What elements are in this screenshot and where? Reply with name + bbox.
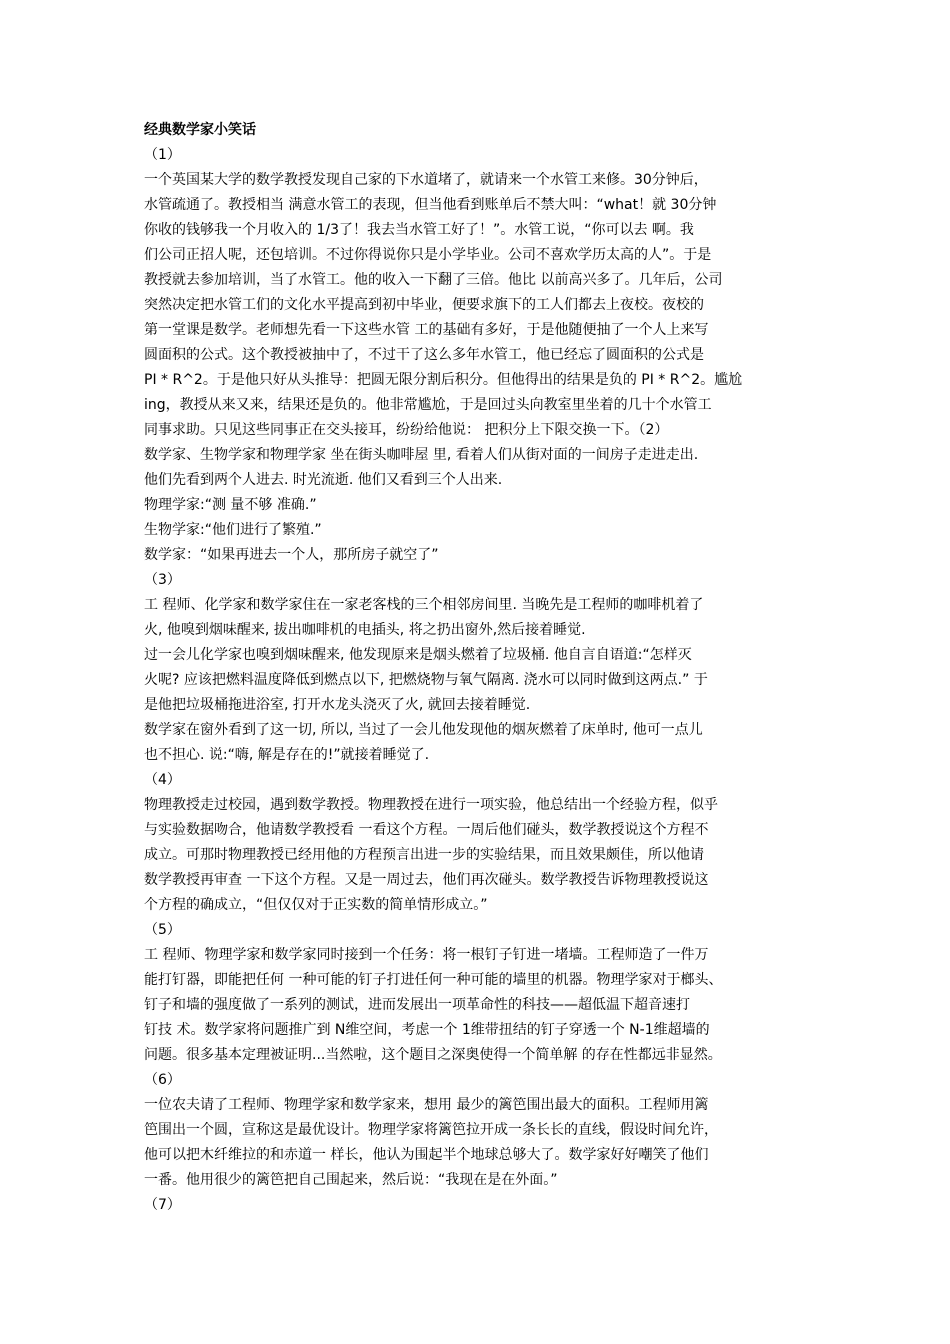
document-body xyxy=(144,143,812,1218)
text-line: 教授就去参加培训，当了水管工。他的收入一下翻了三倍。他比 以前高兴多了。几年后，公司 xyxy=(144,272,723,288)
text-line: （3） xyxy=(144,572,181,588)
text-line: 你收的钱够我一个月收入的 1/3了！我去当水管工好了！”。水管工说，“你可以去 啊。我 xyxy=(144,222,694,238)
text-line: 数学家、生物学家和物理学家 坐在街头咖啡屋 里, 看着人们从街对面的一间房子走进走出. xyxy=(144,447,699,463)
text-line: 数学教授再审查 一下这个方程。又是一周过去，他们再次碰头。数学教授告诉物理教授说这 xyxy=(144,872,709,888)
text-line: （6） xyxy=(144,1072,181,1088)
document-title: 经典数学家小笑话 xyxy=(144,122,256,138)
text-line: （4） xyxy=(144,772,181,788)
text-line: （5） xyxy=(144,922,181,938)
text-line: 数学家在窗外看到了这一切, 所以, 当过了一会儿他发现他的烟灰燃着了床单时, 他可一点儿 xyxy=(144,722,703,738)
text-line: 是他把垃圾桶拖进浴室, 打开水龙头浇灭了火, 就回去接着睡觉. xyxy=(144,697,531,713)
text-line: 一个英国某大学的数学教授发现自己家的下水道堵了，就请来一个水管工来修。30分钟后， xyxy=(144,172,708,188)
text-line: 第一堂课是数学。老师想先看一下这些水管 工的基础有多好，于是他随便抽了一个人上来写 xyxy=(144,322,709,338)
text-line: 们公司正招人呢，还包培训。不过你得说你只是小学毕业。公司不喜欢学历太高的人”。于是 xyxy=(144,247,712,263)
text-line: 生物学家:“他们进行了繁殖.” xyxy=(144,522,322,538)
text-line: ing，教授从来又来，结果还是负的。他非常尴尬，于是回过头向教室里坐着的几十个水管工 xyxy=(144,397,712,413)
text-line: 成立。可那时物理教授已经用他的方程预言出进一步的实验结果，而且效果颇佳，所以他请 xyxy=(144,847,704,863)
text-line: 火呢? 应该把燃料温度降低到燃点以下, 把燃烧物与氧气隔离. 浇水可以同时做到这两点.” 于 xyxy=(144,672,708,688)
text-line: 问题。很多基本定理被证明...当然啦，这个题目之深奥使得一个简单解 的存在性都远非显然。 xyxy=(144,1047,722,1063)
text-line: 能打钉器，即能把任何 一种可能的钉子打进任何一种可能的墙里的机器。物理学家对于榔头、 xyxy=(144,972,723,988)
text-line: 一位农夫请了工程师、物理学家和数学家来，想用 最少的篱笆围出最大的面积。工程师用篱 xyxy=(144,1097,709,1113)
text-line: 水管疏通了。教授相当 满意水管工的表现，但当他看到账单后不禁大叫：“what！就 30分钟 xyxy=(144,197,717,213)
text-line: （7） xyxy=(144,1197,181,1213)
text-line: 数学家：“如果再进去一个人，那所房子就空了” xyxy=(144,547,439,563)
text-line: 同事求助。只见这些同事正在交头接耳，纷纷给他说： 把积分上下限交换一下。（2） xyxy=(144,422,669,438)
text-line: 钉技 术。数学家将问题推广到 N维空间，考虑一个 1维带扭结的钉子穿透一个 N-1维超墙的 xyxy=(144,1022,710,1038)
text-line: 火, 他嗅到烟味醒来, 拔出咖啡机的电插头, 将之扔出窗外,然后接着睡觉. xyxy=(144,622,586,638)
text-line: 笆围出一个圆，宣称这是最优设计。物理学家将篱笆拉开成一条长长的直线，假设时间允许， xyxy=(144,1122,718,1138)
text-line: 钉子和墙的强度做了一系列的测试，进而发展出一项革命性的科技——超低温下超音速打 xyxy=(144,997,690,1013)
text-line: 一番。他用很少的篱笆把自己围起来，然后说：“我现在是在外面。” xyxy=(144,1172,558,1188)
document-page xyxy=(144,118,812,1218)
text-line: PI * R^2。于是他只好从头推导：把圆无限分割后积分。但他得出的结果是负的 PI * R^2。尴尬 xyxy=(144,372,743,388)
text-line: 突然决定把水管工们的文化水平提高到初中毕业，便要求旗下的工人们都去上夜校。夜校的 xyxy=(144,297,704,313)
text-line: 工 程师、物理学家和数学家同时接到一个任务：将一根钉子钉进一堵墙。工程师造了一件万 xyxy=(144,947,709,963)
text-line: 物理教授走过校园，遇到数学教授。物理教授在进行一项实验，他总结出一个经验方程，似乎 xyxy=(144,797,718,813)
text-line: 他们先看到两个人进去. 时光流逝. 他们又看到三个人出来. xyxy=(144,472,503,488)
text-line: 圆面积的公式。这个教授被抽中了，不过干了这么多年水管工，他已经忘了圆面积的公式是 xyxy=(144,347,704,363)
text-line: 也不担心. 说:“嗨, 解是存在的!”就接着睡觉了. xyxy=(144,747,430,763)
text-line: 物理学家:“测 量不够 准确.” xyxy=(144,497,317,513)
text-line: 过一会儿化学家也嗅到烟味醒来, 他发现原来是烟头燃着了垃圾桶. 他自言自语道:“怎样灭 xyxy=(144,647,692,663)
text-line: （1） xyxy=(144,147,181,163)
text-line: 个方程的确成立，“但仅仅对于正实数的简单情形成立。” xyxy=(144,897,488,913)
text-line: 工 程师、化学家和数学家住在一家老客栈的三个相邻房间里. 当晚先是工程师的咖啡机着了 xyxy=(144,597,704,613)
text-line: 与实验数据吻合，他请数学教授看 一看这个方程。一周后他们碰头，数学教授说这个方程不 xyxy=(144,822,709,838)
text-line: 他可以把木纤维拉的和赤道一 样长，他认为围起半个地球总够大了。数学家好好嘲笑了他们 xyxy=(144,1147,709,1163)
